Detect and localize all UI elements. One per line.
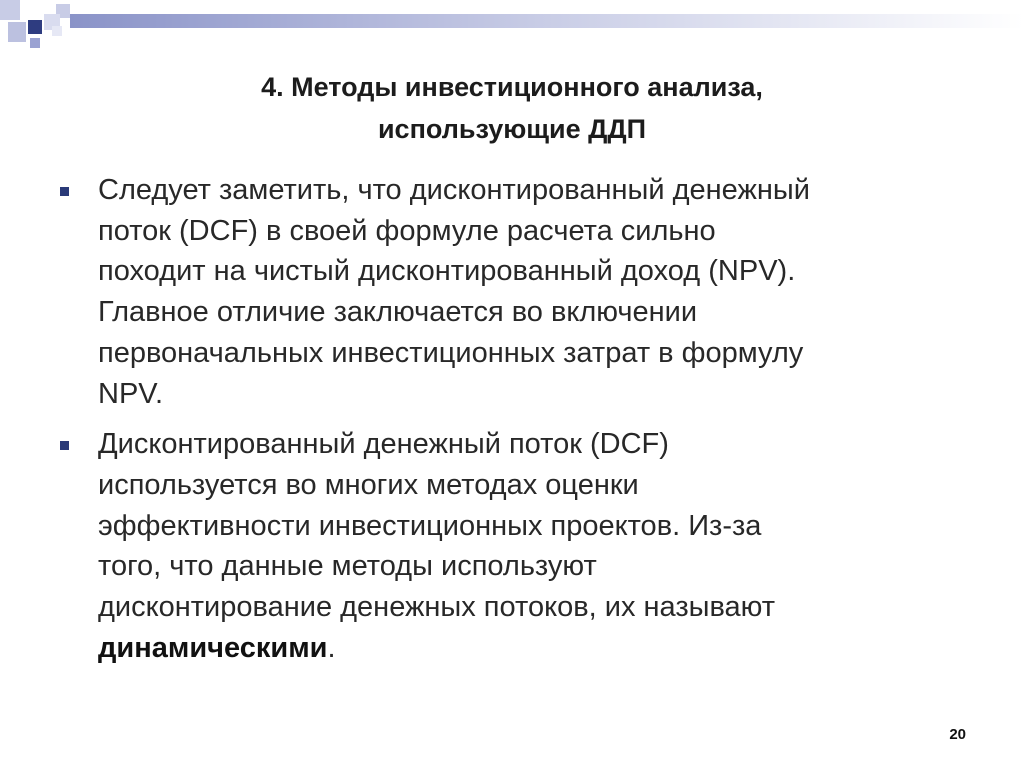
deco-square	[30, 38, 40, 48]
text-line: того, что данные методы используют	[98, 550, 597, 583]
text-line-last	[98, 628, 958, 669]
slide-title	[0, 66, 1024, 150]
deco-square	[8, 22, 26, 42]
square-bullet-icon	[60, 441, 69, 450]
slide-header-decoration	[0, 0, 1024, 60]
deco-square	[28, 20, 42, 34]
bullet-text	[98, 170, 958, 414]
text-line: поток (DCF) в своей формуле расчета сильно	[98, 214, 716, 247]
slide-title-line: 4. Методы инвестиционного анализа,	[261, 72, 763, 102]
square-bullet-icon	[60, 187, 69, 196]
text-line: эффективности инвестиционных проектов. Из-за	[98, 509, 762, 542]
bullet-text	[98, 424, 958, 668]
header-gradient-bar	[70, 14, 1024, 28]
bullet-item	[58, 170, 958, 414]
page-number: 20	[949, 726, 966, 743]
text-line: Дисконтированный денежный поток (DCF)	[98, 428, 669, 461]
text-line: используется во многих методах оценки	[98, 468, 639, 501]
text-line-end: .	[327, 631, 336, 664]
slide-title-line: использующие ДДП	[377, 114, 647, 144]
text-line: первоначальных инвестиционных затрат в формулу	[98, 336, 804, 369]
deco-square	[28, 0, 46, 18]
deco-square	[52, 26, 62, 36]
text-line: Главное отличие заключается во включении	[98, 296, 698, 329]
text-line: NPV.	[98, 377, 164, 410]
bullet-item	[58, 424, 958, 668]
slide-body	[58, 170, 958, 678]
text-line: дисконтирование денежных потоков, их называют	[98, 591, 776, 624]
text-line: Следует заметить, что дисконтированный денежный	[98, 174, 810, 206]
text-line: походит на чистый дисконтированный доход (NPV).	[98, 255, 796, 288]
emphasized-word: динамическими	[98, 631, 328, 664]
deco-square	[0, 0, 20, 20]
